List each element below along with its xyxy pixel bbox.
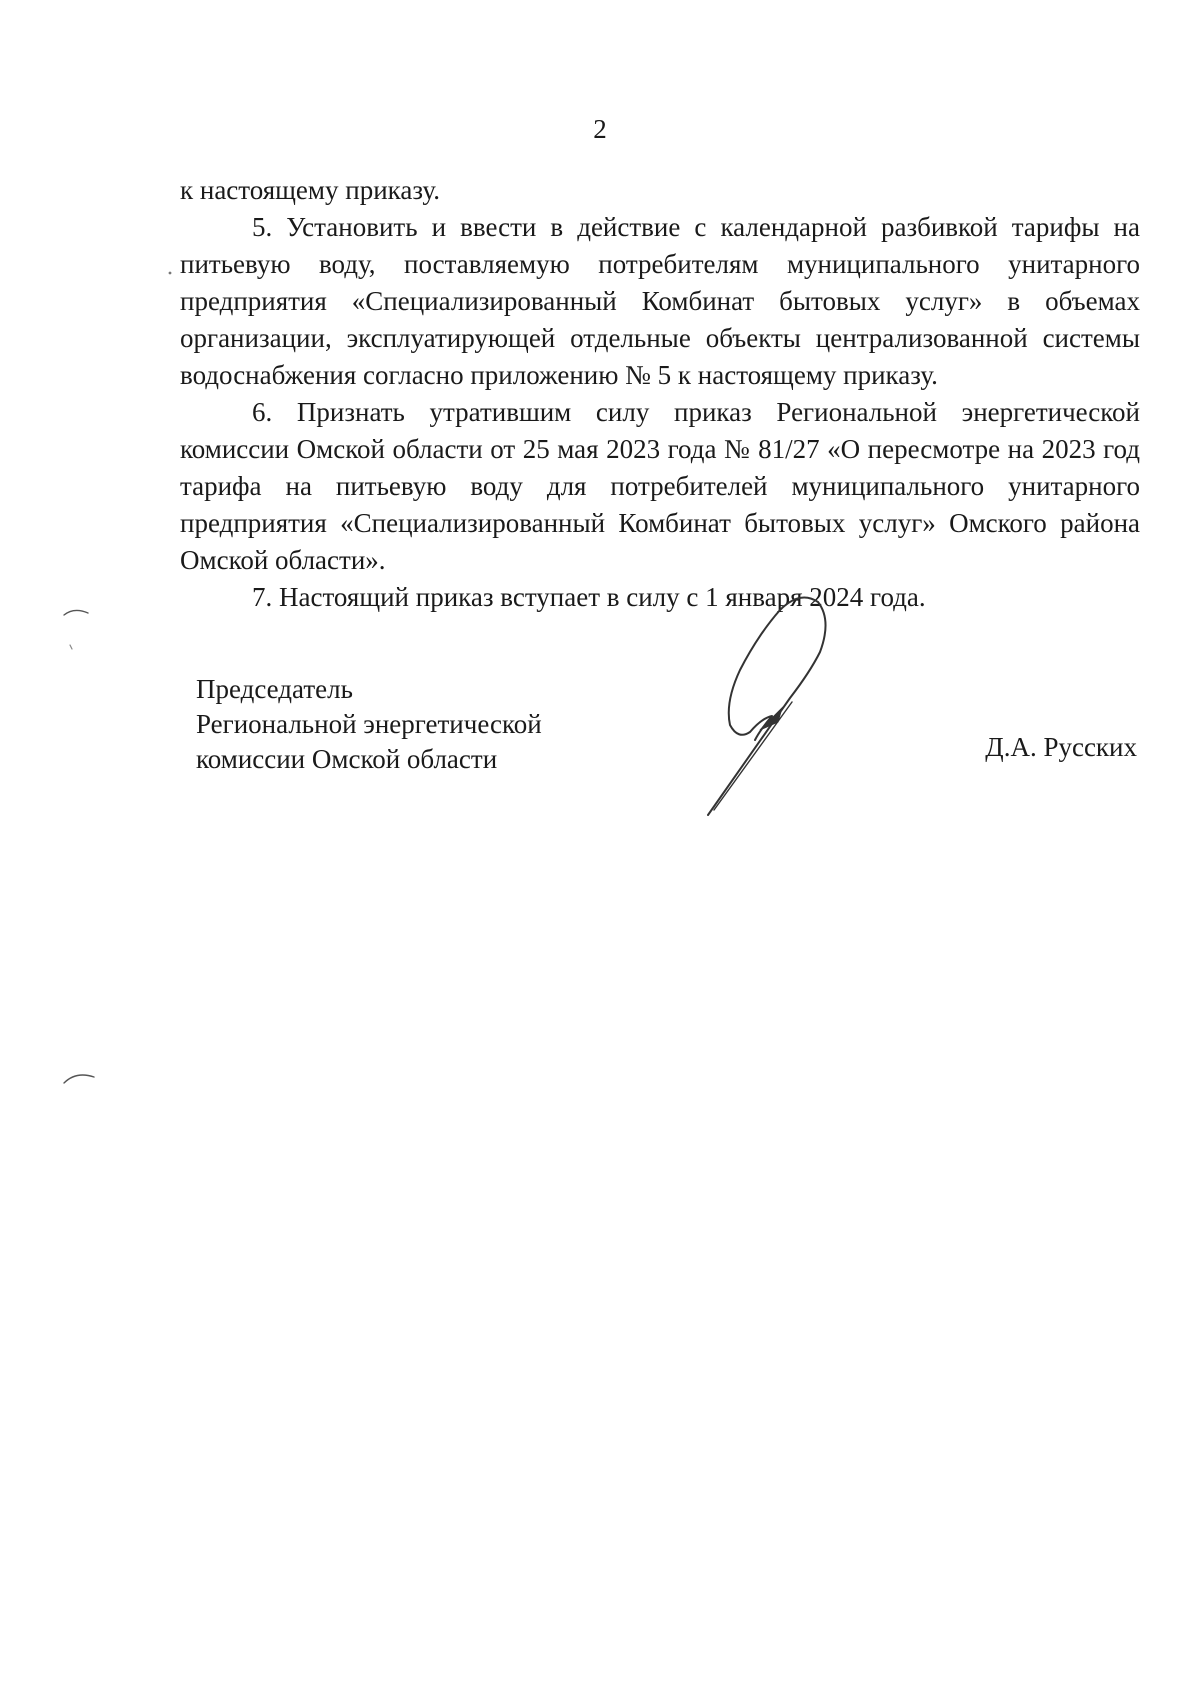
page-number: 2 bbox=[593, 114, 607, 144]
scan-mark bbox=[60, 605, 100, 655]
scan-mark bbox=[165, 268, 175, 278]
signatory-title-line: комиссии Омской области bbox=[196, 744, 498, 774]
signatory-title-line: Региональной энергетической bbox=[196, 709, 542, 739]
document-body bbox=[180, 172, 1140, 616]
signatory-title-line: Председатель bbox=[196, 674, 353, 704]
scan-mark bbox=[62, 1065, 102, 1089]
signatory-title bbox=[196, 672, 542, 777]
paragraph-item-6: 6. Признать утратившим силу приказ Региональной энергетической комиссии Омской области от 25 мая 2023 года № 81/27 «О пересмотре на 2023 год тарифа на питьевую воду для потребителей муниципального унитарного предприятия «Специализированный Комбинат бытовых услуг» Омского района Омской области». bbox=[180, 397, 1140, 575]
signatory-name: Д.А. Русских bbox=[985, 732, 1137, 762]
paragraph-continuation: к настоящему приказу. bbox=[180, 175, 440, 205]
handwritten-signature bbox=[700, 590, 900, 820]
paragraph-item-7: 7. Настоящий приказ вступает в силу с 1 января 2024 года. bbox=[252, 582, 926, 612]
paragraph-item-5: 5. Установить и ввести в действие с календарной разбивкой тарифы на питьевую воду, поставляемую потребителям муниципального унитарного предприятия «Специализированный Комбинат бытовых услуг» в объемах организации, эксплуатирующей отдельные объекты централизованной системы водоснабжения согласно приложению № 5 к настоящему приказу. bbox=[180, 212, 1140, 390]
